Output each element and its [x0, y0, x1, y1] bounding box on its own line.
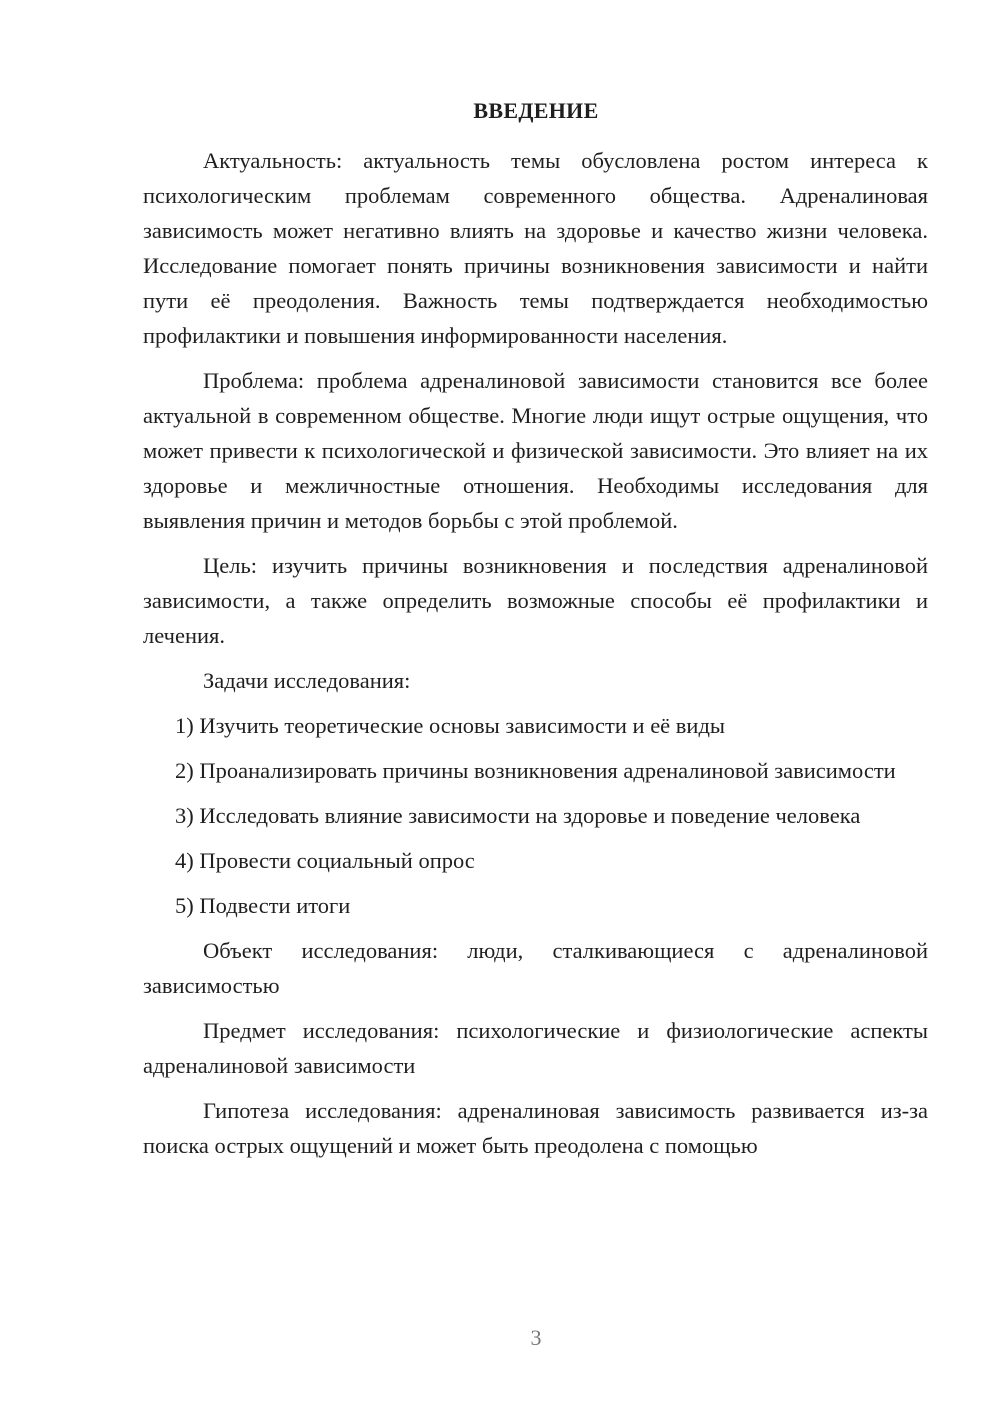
paragraph-subject: Предмет исследования: психологические и физиологические аспекты адреналиновой зависимости [143, 1018, 928, 1078]
document-body [143, 143, 928, 1173]
paragraph-tasks-heading: Задачи исследования: [203, 668, 411, 693]
task-item-1: 1) Изучить теоретические основы зависимости и её виды [175, 713, 726, 738]
task-item-4: 4) Провести социальный опрос [175, 848, 475, 873]
section-title: ВВЕДЕНИЕ [473, 98, 599, 123]
paragraph-problem: Проблема: проблема адреналиновой зависимости становится все более актуальной в современном обществе. Многие люди ищут острые ощущения, что может привести к психологической и физической зависимости. Это влияет на их здоровье и межличностные отношения. Необходимы исследования для выявления причин и методов борьбы с этой проблемой. [143, 368, 928, 533]
paragraph-object: Объект исследования: люди, сталкивающиеся с адреналиновой зависимостью [143, 938, 928, 998]
paragraph-hypothesis: Гипотеза исследования: адреналиновая зависимость развивается из-за поиска острых ощущений и может быть преодолена с помощью [143, 1098, 928, 1158]
task-item-3: 3) Исследовать влияние зависимости на здоровье и поведение человека [175, 803, 861, 828]
task-item-2: 2) Проанализировать причины возникновения адреналиновой зависимости [175, 758, 896, 783]
paragraph-relevance: Актуальность: актуальность темы обусловлена ростом интереса к психологическим проблемам современного общества. Адреналиновая зависимость может негативно влиять на здоровье и качество жизни человека. Исследование помогает понять причины возникновения зависимости и найти пути её преодоления. Важность темы подтверждается необходимостью профилактики и повышения информированности населения. [143, 148, 928, 348]
paragraph-goal: Цель: изучить причины возникновения и последствия адреналиновой зависимости, а также определить возможные способы её профилактики и лечения. [143, 553, 928, 648]
task-item-5: 5) Подвести итоги [175, 893, 351, 918]
page-number: 3 [530, 1325, 542, 1350]
